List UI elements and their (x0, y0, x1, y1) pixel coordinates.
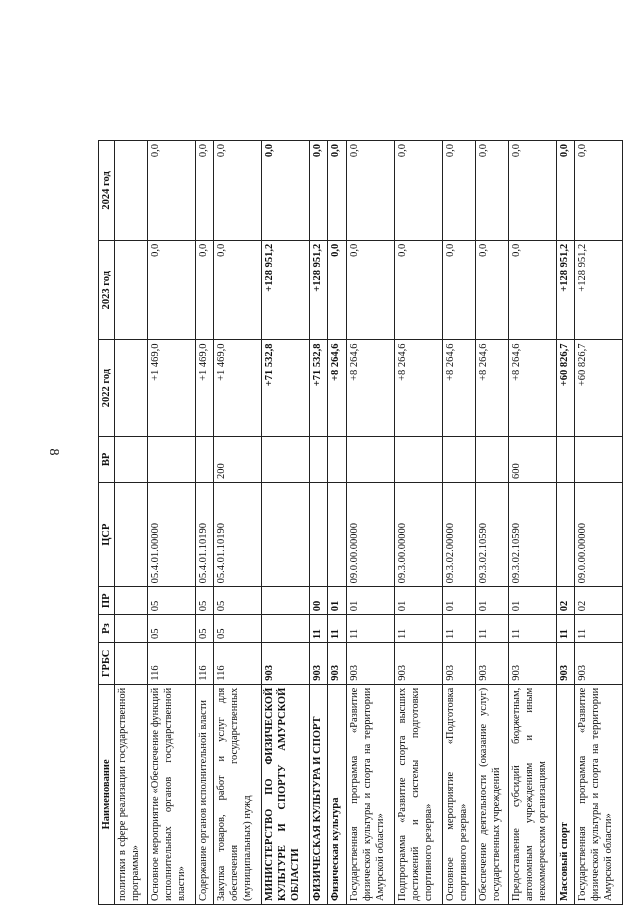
cell-rz (115, 615, 148, 643)
cell-rz: 05 (196, 615, 214, 643)
cell-vr (328, 436, 346, 482)
cell-y2023: 0,0 (148, 240, 196, 340)
cell-vr (148, 436, 196, 482)
cell-grbs: 116 (196, 643, 214, 685)
cell-y2022 (115, 340, 148, 436)
cell-y2023: 0,0 (328, 240, 346, 340)
cell-y2022: +1 469,0 (196, 340, 214, 436)
cell-y2023: 0,0 (508, 240, 556, 340)
cell-vr (346, 436, 394, 482)
cell-y2024: 0,0 (475, 141, 508, 241)
cell-pr (262, 587, 310, 615)
table-row (115, 141, 148, 905)
cell-pr: 05 (148, 587, 196, 615)
cell-rz: 11 (508, 615, 556, 643)
table-row (310, 141, 328, 905)
cell-csr: 09.3.00.00000 (394, 483, 442, 587)
table-row (148, 141, 196, 905)
cell-rz: 11 (475, 615, 508, 643)
page-number: 8 (46, 448, 61, 456)
cell-y2024: 0,0 (442, 141, 475, 241)
cell-y2024: 0,0 (556, 141, 574, 241)
cell-name: Физическая культура (328, 684, 346, 904)
cell-name: Основное мероприятие «Подготовка спортивного резерва» (442, 684, 475, 904)
cell-pr (115, 587, 148, 615)
table-row (214, 141, 262, 905)
cell-y2022: +8 264,6 (328, 340, 346, 436)
cell-grbs: 903 (328, 643, 346, 685)
cell-pr: 05 (214, 587, 262, 615)
cell-vr (115, 436, 148, 482)
cell-y2023: 0,0 (214, 240, 262, 340)
cell-pr: 02 (556, 587, 574, 615)
cell-pr: 00 (310, 587, 328, 615)
header-pr: ПР (99, 587, 115, 615)
table-row (346, 141, 394, 905)
cell-rz: 11 (574, 615, 622, 643)
budget-table (98, 140, 623, 905)
cell-grbs: 903 (262, 643, 310, 685)
cell-vr (442, 436, 475, 482)
cell-y2022: +8 264,6 (346, 340, 394, 436)
cell-name: Массовый спорт (556, 684, 574, 904)
cell-y2023: +128 951,2 (310, 240, 328, 340)
cell-csr (115, 483, 148, 587)
header-vr: ВР (99, 436, 115, 482)
cell-rz: 05 (214, 615, 262, 643)
table-row (556, 141, 574, 905)
cell-name: политики в сфере реализации государственной программы» (115, 684, 148, 904)
cell-grbs: 903 (442, 643, 475, 685)
table-row (574, 141, 622, 905)
cell-y2022: +1 469,0 (214, 340, 262, 436)
cell-y2023: +128 951,2 (262, 240, 310, 340)
cell-csr: 05.4.01.00000 (148, 483, 196, 587)
cell-grbs: 903 (310, 643, 328, 685)
cell-y2022: +8 264,6 (394, 340, 442, 436)
cell-pr: 01 (508, 587, 556, 615)
cell-y2022: +8 264,6 (442, 340, 475, 436)
cell-y2024: 0,0 (508, 141, 556, 241)
cell-y2022: +8 264,6 (475, 340, 508, 436)
cell-rz: 11 (394, 615, 442, 643)
cell-y2024: 0,0 (310, 141, 328, 241)
cell-csr (328, 483, 346, 587)
cell-vr (394, 436, 442, 482)
header-grbs: ГРБС (99, 643, 115, 685)
header-2024: 2024 год (99, 141, 115, 241)
cell-csr: 09.3.02.10590 (475, 483, 508, 587)
cell-y2024: 0,0 (394, 141, 442, 241)
cell-rz (262, 615, 310, 643)
cell-y2023: +128 951,2 (574, 240, 622, 340)
cell-pr: 05 (196, 587, 214, 615)
table-row (508, 141, 556, 905)
cell-name: Подпрограмма «Развитие спорта высших достижений и системы подготовки спортивного резерва» (394, 684, 442, 904)
cell-grbs: 116 (148, 643, 196, 685)
cell-pr: 02 (574, 587, 622, 615)
cell-pr: 01 (442, 587, 475, 615)
cell-y2023: 0,0 (394, 240, 442, 340)
cell-pr: 01 (475, 587, 508, 615)
cell-y2022: +71 532,8 (262, 340, 310, 436)
cell-grbs: 903 (556, 643, 574, 685)
cell-vr (556, 436, 574, 482)
cell-y2024: 0,0 (574, 141, 622, 241)
cell-y2024: 0,0 (214, 141, 262, 241)
rotated-table-container (98, 140, 623, 905)
cell-rz: 11 (310, 615, 328, 643)
cell-csr: 09.0.00.00000 (346, 483, 394, 587)
cell-name: МИНИСТЕРСТВО ПО ФИЗИЧЕСКОЙ КУЛЬТУРЕ И СПОРТУ АМУРСКОЙ ОБЛАСТИ (262, 684, 310, 904)
cell-y2023: 0,0 (442, 240, 475, 340)
cell-y2024: 0,0 (346, 141, 394, 241)
header-name: Наименование (99, 684, 115, 904)
cell-vr (574, 436, 622, 482)
cell-rz: 11 (346, 615, 394, 643)
cell-pr: 01 (328, 587, 346, 615)
cell-csr: 05.4.01.10190 (196, 483, 214, 587)
cell-pr: 01 (394, 587, 442, 615)
cell-grbs: 903 (574, 643, 622, 685)
cell-name: Содержание органов исполнительной власти (196, 684, 214, 904)
cell-y2023: 0,0 (196, 240, 214, 340)
cell-grbs: 903 (346, 643, 394, 685)
cell-name: Обеспечение деятельности (оказание услуг) государственных учреждений (475, 684, 508, 904)
header-rz: Рз (99, 615, 115, 643)
cell-y2022: +1 469,0 (148, 340, 196, 436)
cell-csr: 09.3.02.00000 (442, 483, 475, 587)
table-row (442, 141, 475, 905)
cell-name: Предоставление субсидий бюджетным, автономным учреждениям и иным некоммерческим организациям (508, 684, 556, 904)
cell-y2022: +71 532,8 (310, 340, 328, 436)
cell-csr: 09.3.02.10590 (508, 483, 556, 587)
cell-y2024: 0,0 (262, 141, 310, 241)
cell-y2023: 0,0 (475, 240, 508, 340)
cell-y2023 (115, 240, 148, 340)
cell-y2024: 0,0 (196, 141, 214, 241)
cell-rz: 11 (442, 615, 475, 643)
cell-rz: 11 (328, 615, 346, 643)
cell-y2023: 0,0 (346, 240, 394, 340)
cell-grbs: 903 (475, 643, 508, 685)
table-row (328, 141, 346, 905)
cell-grbs: 903 (394, 643, 442, 685)
cell-rz: 11 (556, 615, 574, 643)
cell-vr (196, 436, 214, 482)
cell-y2022: +60 826,7 (574, 340, 622, 436)
cell-y2024: 0,0 (148, 141, 196, 241)
cell-name: Государственная программа «Развитие физической культуры и спорта на территории Амурской области» (574, 684, 622, 904)
cell-grbs (115, 643, 148, 685)
header-2022: 2022 год (99, 340, 115, 436)
cell-csr: 05.4.01.10190 (214, 483, 262, 587)
cell-csr (262, 483, 310, 587)
cell-vr (475, 436, 508, 482)
cell-vr: 600 (508, 436, 556, 482)
cell-csr (310, 483, 328, 587)
cell-y2024 (115, 141, 148, 241)
header-csr: ЦСР (99, 483, 115, 587)
cell-name: Основное мероприятие «Обеспечение функций исполнительных органов государственной власти» (148, 684, 196, 904)
cell-grbs: 903 (508, 643, 556, 685)
cell-csr: 09.0.00.00000 (574, 483, 622, 587)
cell-pr: 01 (346, 587, 394, 615)
cell-y2022: +60 826,7 (556, 340, 574, 436)
table-header-row (99, 141, 115, 905)
cell-vr (262, 436, 310, 482)
table-row (196, 141, 214, 905)
cell-name: Государственная программа «Развитие физической культуры и спорта на территории Амурской области» (346, 684, 394, 904)
table-row (475, 141, 508, 905)
cell-y2024: 0,0 (328, 141, 346, 241)
cell-rz: 05 (148, 615, 196, 643)
cell-name: Закупка товаров, работ и услуг для обеспечения государственных (муниципальных) нужд (214, 684, 262, 904)
cell-y2023: +128 951,2 (556, 240, 574, 340)
cell-vr: 200 (214, 436, 262, 482)
header-2023: 2023 год (99, 240, 115, 340)
table-row (262, 141, 310, 905)
cell-csr (556, 483, 574, 587)
cell-grbs: 116 (214, 643, 262, 685)
cell-y2022: +8 264,6 (508, 340, 556, 436)
cell-vr (310, 436, 328, 482)
cell-name: ФИЗИЧЕСКАЯ КУЛЬТУРА И СПОРТ (310, 684, 328, 904)
table-row (394, 141, 442, 905)
